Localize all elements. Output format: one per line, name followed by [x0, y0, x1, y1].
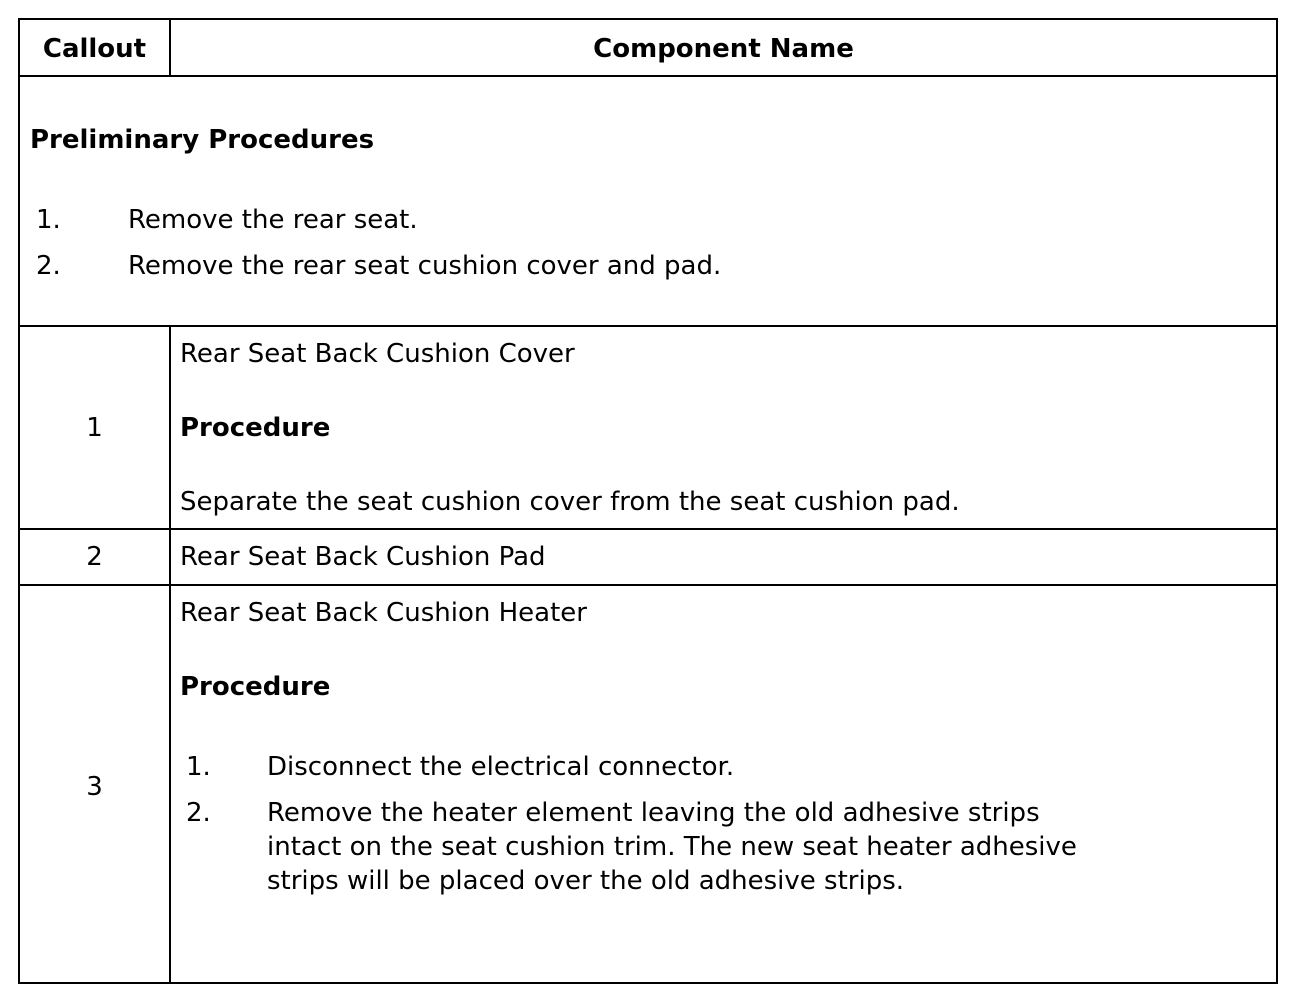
procedure-step-number: 2.: [186, 798, 211, 828]
table-row: [20, 327, 1276, 530]
preliminary-step-text: Remove the rear seat.: [128, 205, 418, 235]
column-divider: [169, 327, 171, 528]
table-row: [20, 586, 1276, 982]
component-table: [18, 18, 1278, 984]
procedure-text: Separate the seat cushion cover from the seat cushion pad.: [180, 487, 960, 517]
procedure-label: Procedure: [180, 413, 331, 443]
callout-number: 3: [86, 772, 103, 802]
preliminary-step-text: Remove the rear seat cushion cover and pad.: [128, 251, 722, 281]
callout-header: Callout: [42, 34, 147, 64]
preliminary-step-number: 2.: [36, 251, 61, 281]
preliminary-procedures-row: [20, 77, 1276, 327]
table-header-row: [20, 20, 1276, 77]
procedure-label: Procedure: [180, 672, 331, 702]
procedure-step-number: 1.: [186, 752, 211, 782]
callout-number: 1: [86, 413, 103, 443]
component-name: Rear Seat Back Cushion Cover: [180, 339, 575, 369]
callout-number: 2: [86, 542, 103, 572]
preliminary-title: Preliminary Procedures: [30, 125, 375, 155]
column-divider: [169, 586, 171, 982]
component-name-header: Component Name: [593, 34, 854, 64]
procedure-step-text: intact on the seat cushion trim. The new seat heater adhesive: [267, 832, 1077, 862]
table-row: [20, 530, 1276, 586]
component-name: Rear Seat Back Cushion Heater: [180, 598, 587, 628]
procedure-step-text: Disconnect the electrical connector.: [267, 752, 735, 782]
procedure-step-text: strips will be placed over the old adhesive strips.: [267, 866, 905, 896]
procedure-step-text: Remove the heater element leaving the old adhesive strips: [267, 798, 1040, 828]
component-name: Rear Seat Back Cushion Pad: [180, 542, 546, 572]
preliminary-step-number: 1.: [36, 205, 61, 235]
column-divider: [169, 530, 171, 584]
